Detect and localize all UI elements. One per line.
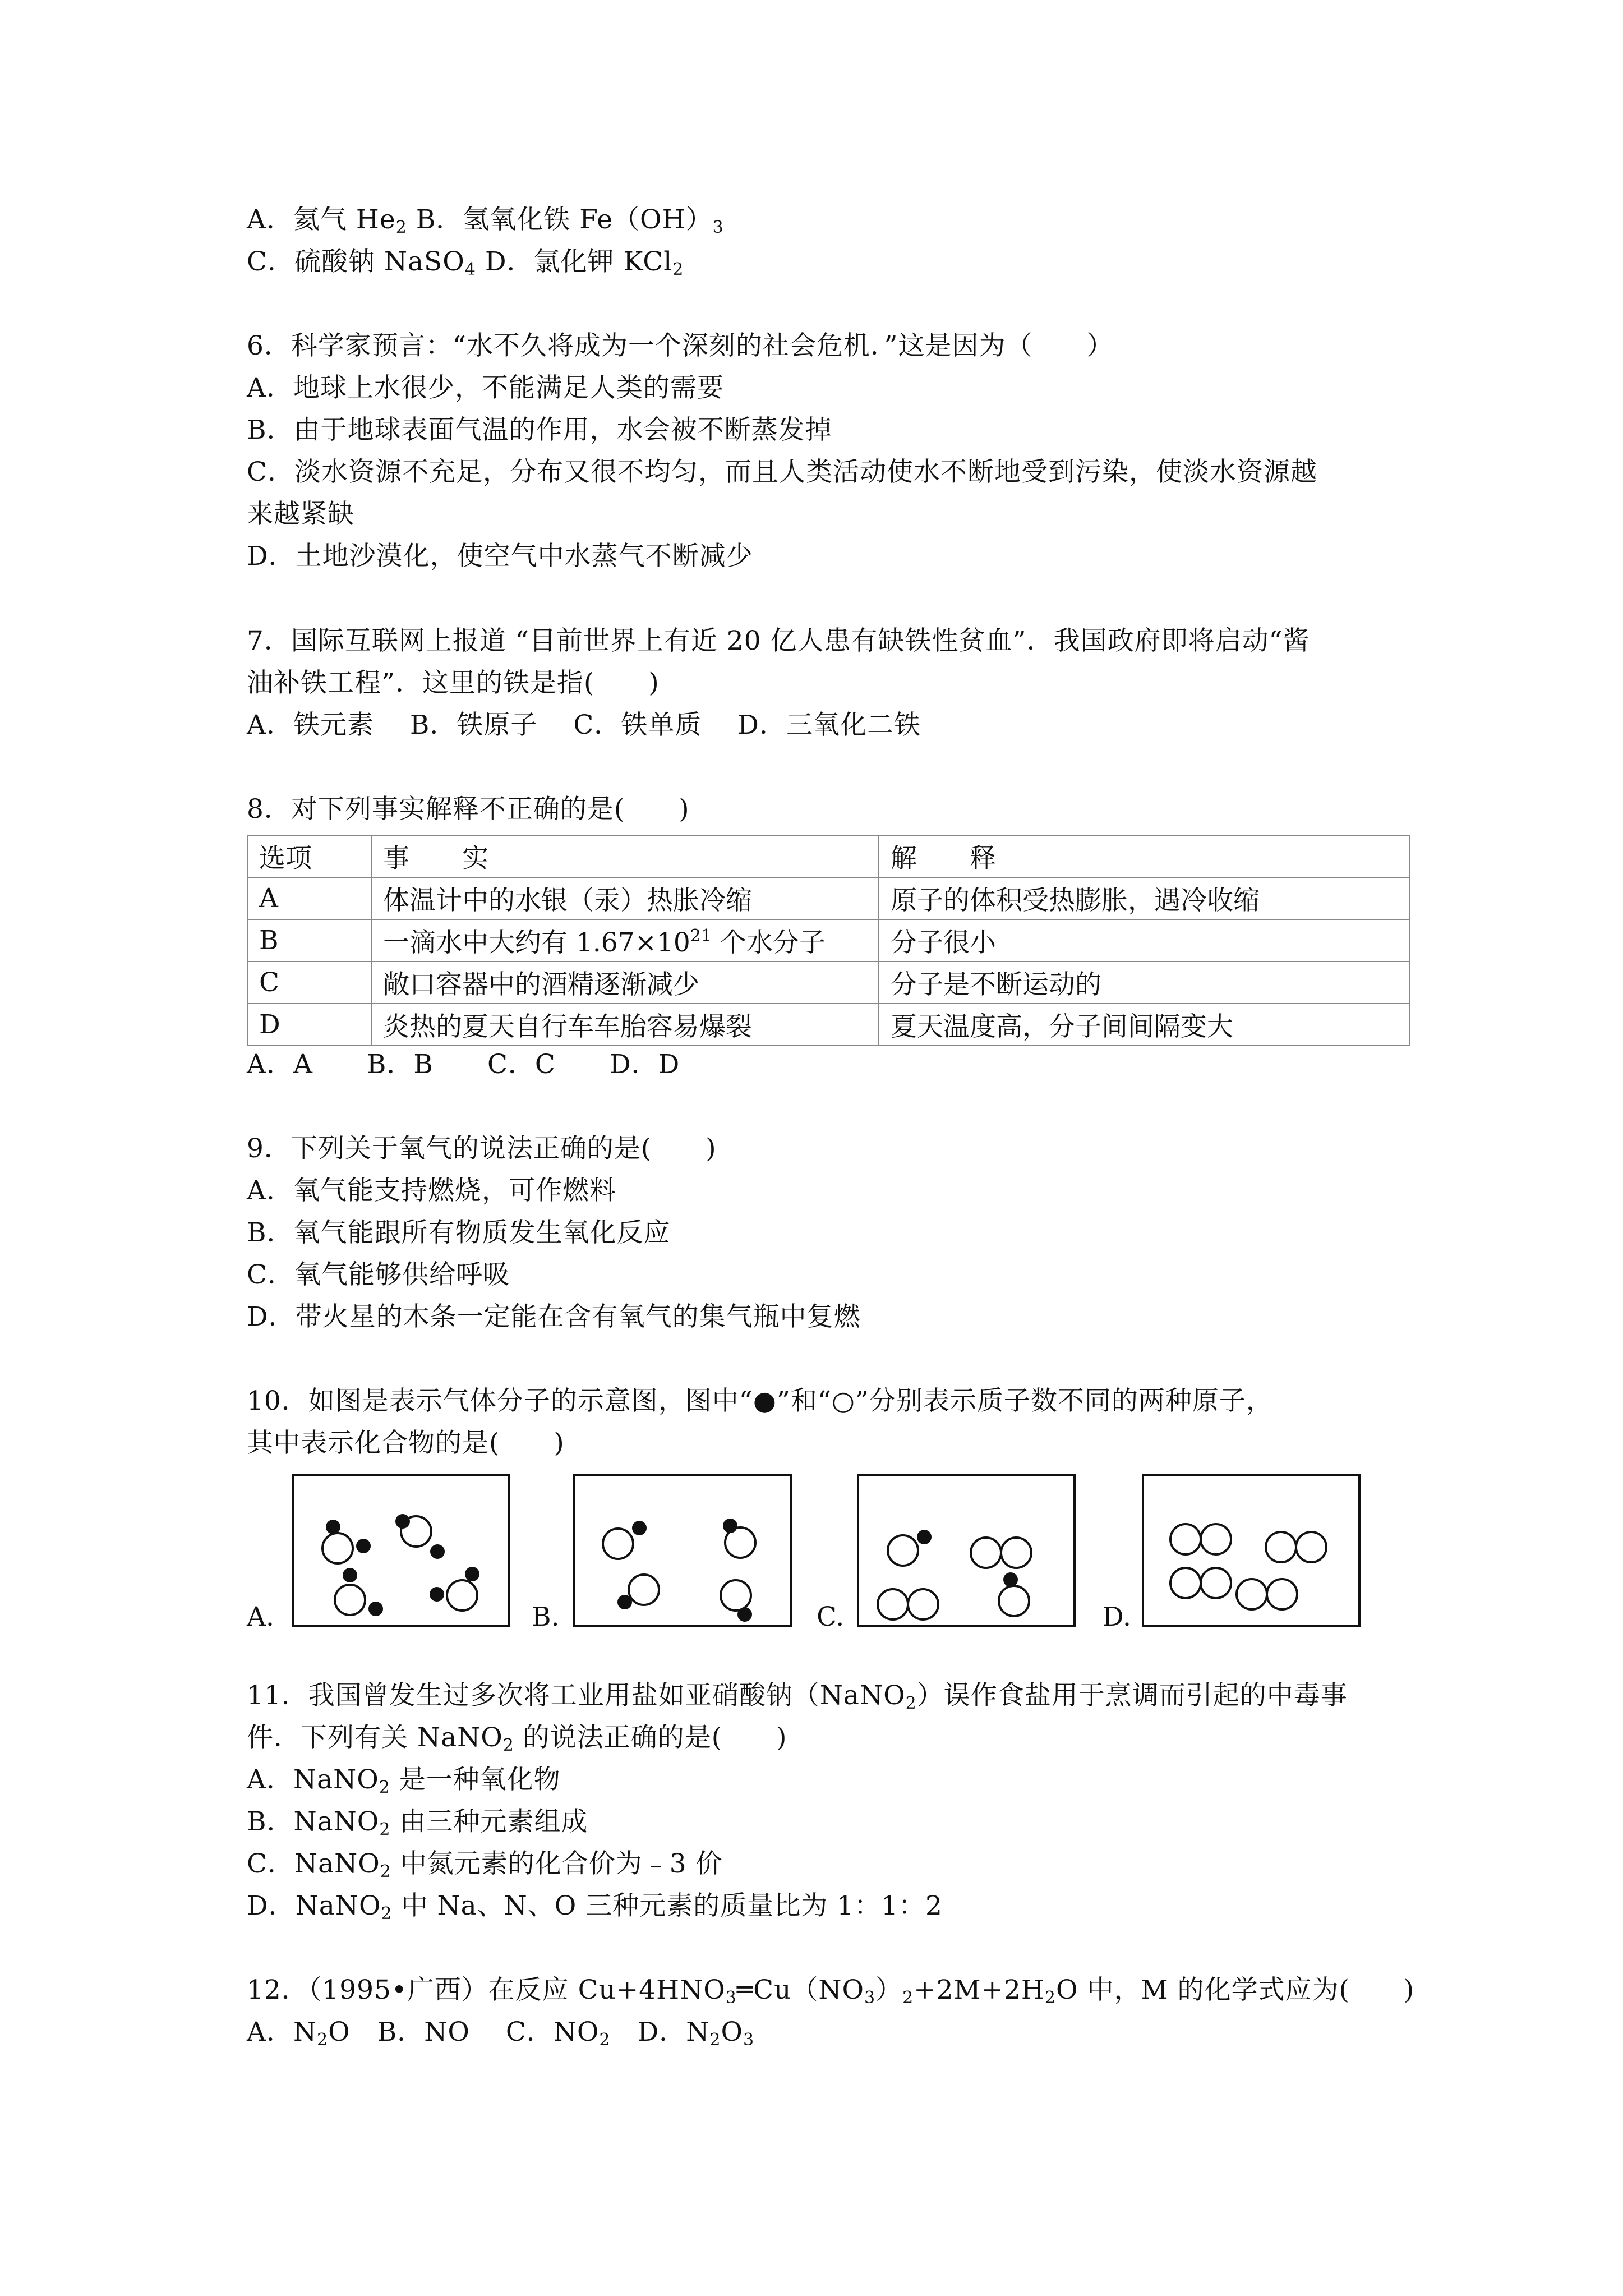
q11-option-c[interactable]: C．NaNO$_2$ 中氮元素的化合价为﹣3 价 xyxy=(247,1848,723,1881)
q8-facts-table xyxy=(247,835,1410,1046)
q10-label-b[interactable]: B. xyxy=(532,1602,560,1632)
q6-option-d[interactable]: D．土地沙漠化，使空气中水蒸气不断减少 xyxy=(247,541,753,572)
row-fact: 一滴水中大约有 $1.67\times 10^{21}$ 个水分子 xyxy=(371,919,879,961)
q7-options[interactable]: A．铁元素 B．铁原子 C．铁单质 D．三氧化二铁 xyxy=(247,710,921,740)
q10-figure-c[interactable] xyxy=(857,1474,1076,1627)
row-fact: 体温计中的水银（汞）热胀冷缩 xyxy=(371,877,879,919)
q12-options[interactable]: A．$N_2O$ B．NO C．$NO_2$ D．$N_2O_3$ xyxy=(247,2017,755,2050)
table-header-row xyxy=(247,835,1409,877)
q10-label-c[interactable]: C. xyxy=(817,1602,845,1632)
q11-stem: 11．我国曾发生过多次将工业用盐如亚硝酸钠（NaNO$_2$）误作食盐用于烹调而引起的中毒事 xyxy=(247,1680,1348,1713)
row-fact: 敞口容器中的酒精逐渐减少 xyxy=(371,961,879,1004)
q5-option-line-1: A．氦气 $He_2$ B．氢氧化铁 $Fe(OH)_3$ xyxy=(247,204,724,237)
q7-stem-cont: 油补铁工程”．这里的铁是指( ) xyxy=(247,668,660,698)
q8-stem: 8．对下列事实解释不正确的是( ) xyxy=(247,794,690,825)
q11-stem-cont: 件．下列有关 NaNO$_2$ 的说法正确的是( ) xyxy=(247,1722,787,1755)
table-row xyxy=(247,919,1409,961)
molecule-diagram-d xyxy=(1144,1476,1358,1625)
q6-option-b[interactable]: B．由于地球表面气温的作用，水会被不断蒸发掉 xyxy=(247,415,832,445)
header-explain: 解 释 xyxy=(879,835,1409,877)
q10-figure-a[interactable] xyxy=(292,1474,510,1627)
table-row xyxy=(247,1004,1409,1046)
q10-stem-cont: 其中表示化合物的是( ) xyxy=(247,1428,565,1458)
molecule-diagram-c xyxy=(859,1476,1073,1625)
table-row xyxy=(247,961,1409,1004)
q6-option-a[interactable]: A．地球上水很少，不能满足人类的需要 xyxy=(247,372,724,403)
q10-label-a[interactable]: A. xyxy=(247,1602,274,1632)
q10-label-d[interactable]: D. xyxy=(1103,1602,1131,1632)
q10-stem: 10．如图是表示气体分子的示意图，图中“●”和“○”分别表示质子数不同的两种原子， xyxy=(247,1386,1273,1416)
row-explain: 夏天温度高，分子间间隔变大 xyxy=(879,1004,1409,1046)
q8-options[interactable]: A．A B．B C．C D．D xyxy=(247,1049,680,1080)
header-fact: 事 实 xyxy=(371,835,879,877)
row-option: B xyxy=(247,919,371,961)
q12-stem: 12．（1995•广西）在反应 $Cu+4HNO_3═Cu(NO_3)_2+2M+2H_2O$ 中，M 的化学式应为( ) xyxy=(247,1975,1415,2008)
q11-option-a[interactable]: A．NaNO$_2$ 是一种氧化物 xyxy=(247,1764,561,1797)
q5-option-line-2: C．硫酸钠 NaSO$_4$ D．氯化钾 KCl$_2$ xyxy=(247,246,684,279)
row-option: D xyxy=(247,1004,371,1046)
q6-option-c[interactable]: C．淡水资源不充足，分布又很不均匀，而且人类活动使水不断地受到污染，使淡水资源越 xyxy=(247,457,1317,487)
q6-option-c-cont: 来越紧缺 xyxy=(247,499,354,530)
row-explain: 分子很小 xyxy=(879,919,1409,961)
row-explain: 原子的体积受热膨胀，遇冷收缩 xyxy=(879,877,1409,919)
header-option: 选项 xyxy=(247,835,371,877)
q11-option-d[interactable]: D．NaNO$_2$ 中 Na、N、O 三种元素的质量比为 1：1：2 xyxy=(247,1890,943,1924)
q9-option-c[interactable]: C．氧气能够供给呼吸 xyxy=(247,1259,510,1290)
row-option: C xyxy=(247,961,371,1004)
q11-option-b[interactable]: B．NaNO$_2$ 由三种元素组成 xyxy=(247,1806,588,1839)
row-fact: 炎热的夏天自行车车胎容易爆裂 xyxy=(371,1004,879,1046)
q6-stem: 6．科学家预言：“水不久将成为一个深刻的社会危机．”这是因为（ ） xyxy=(247,330,1114,361)
table-row xyxy=(247,877,1409,919)
q7-stem: 7．国际互联网上报道 “目前世界上有近 20 亿人患有缺铁性贫血”．我国政府即将启动“酱 xyxy=(247,625,1310,656)
q9-option-d[interactable]: D．带火星的木条一定能在含有氧气的集气瓶中复燃 xyxy=(247,1301,861,1332)
q10-figure-d[interactable] xyxy=(1142,1474,1361,1627)
molecule-diagram-a xyxy=(294,1476,508,1625)
molecule-diagram-b xyxy=(575,1476,790,1625)
row-explain: 分子是不断运动的 xyxy=(879,961,1409,1004)
q9-option-a[interactable]: A．氧气能支持燃烧，可作燃料 xyxy=(247,1175,616,1206)
row-option: A xyxy=(247,877,371,919)
q10-figure-b[interactable] xyxy=(573,1474,792,1627)
q9-stem: 9．下列关于氧气的说法正确的是( ) xyxy=(247,1133,717,1164)
q9-option-b[interactable]: B．氧气能跟所有物质发生氧化反应 xyxy=(247,1217,671,1248)
